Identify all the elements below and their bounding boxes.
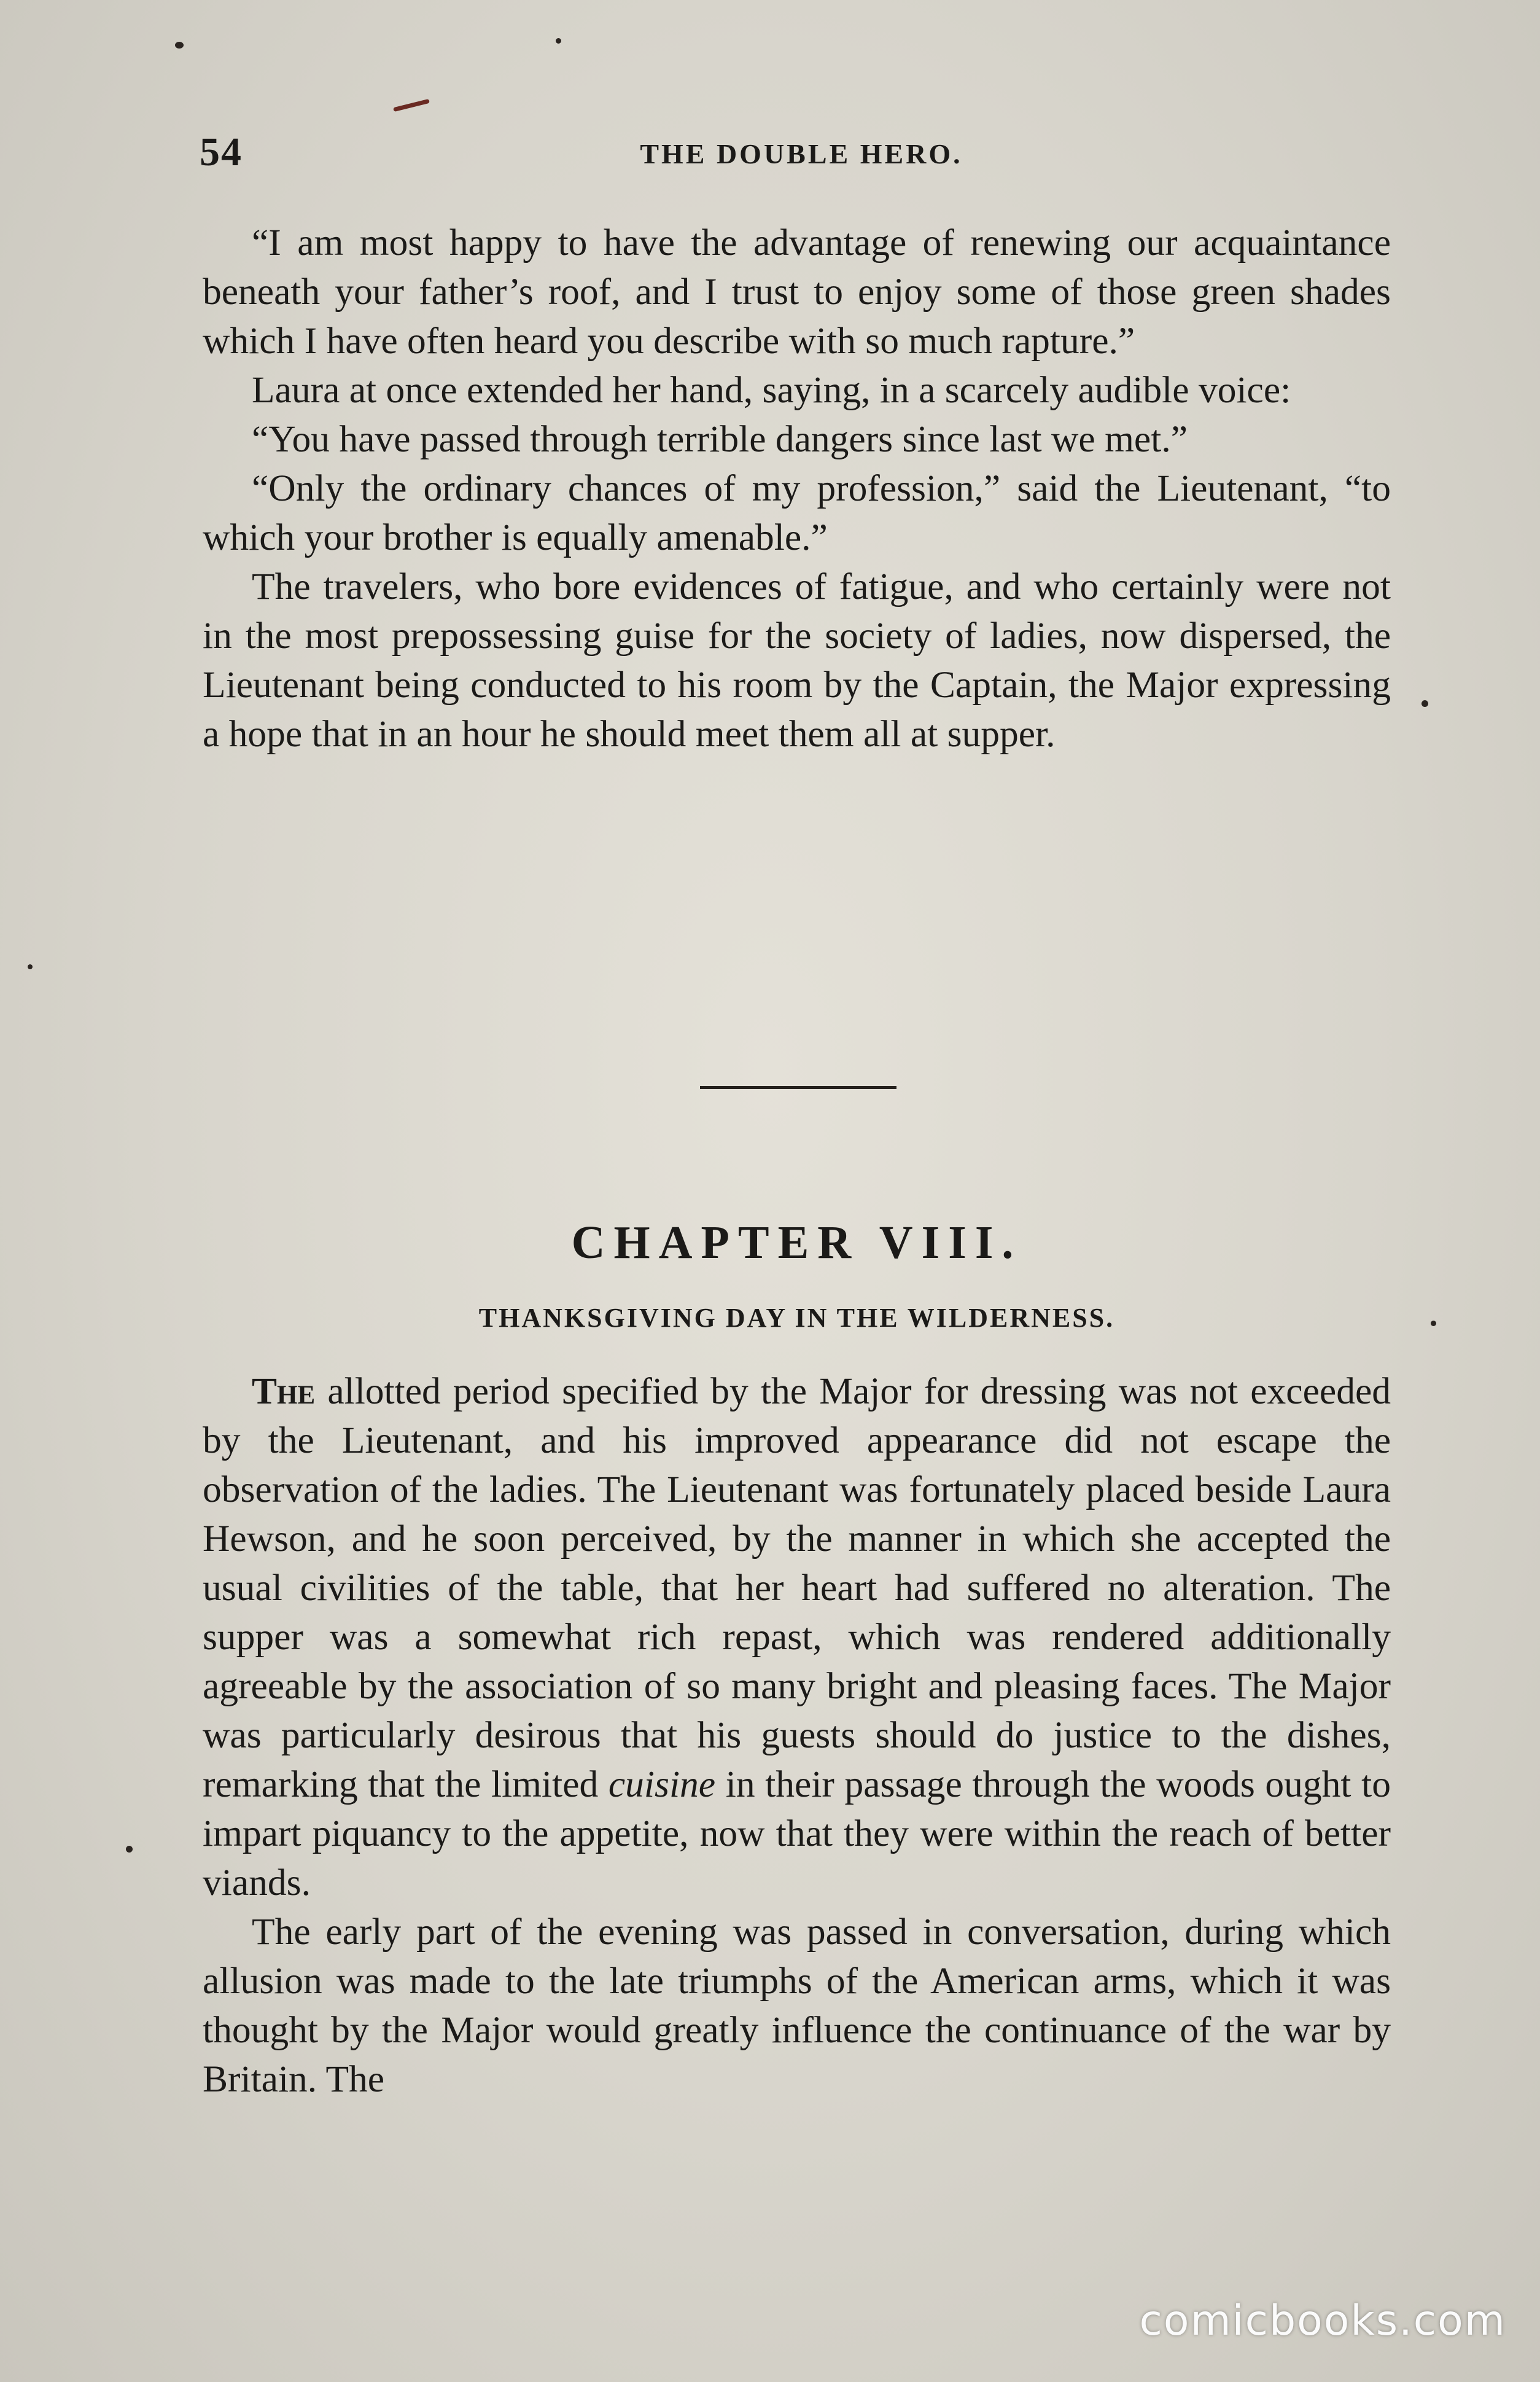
section-divider-rule xyxy=(700,1086,896,1089)
paragraph: The early part of the evening was passed in conversation, during which allusion was made to the late triumphs of the American arms, which it was thought by the Major would greatly influence the continuance of the war by Britain. The xyxy=(203,1911,1391,2100)
paragraph: “I am most happy to have the advantage of renewing our acquaintance beneath your father’s roof, and I trust to enjoy some of those green shades which I have often heard you describe with so much rapture.” xyxy=(203,222,1391,362)
ink-speck xyxy=(1431,1321,1436,1326)
italic-word: cuisine xyxy=(608,1763,716,1805)
site-watermark: comicbooks.com xyxy=(1139,2297,1506,2345)
chapter-title: CHAPTER VIII. xyxy=(571,1217,1022,1268)
chapter-subtitle: THANKSGIVING DAY IN THE WILDERNESS. xyxy=(478,1303,1115,1333)
ink-speck xyxy=(28,964,33,969)
paragraph: The travelers, who bore evidences of fatigue, and who certainly were not in the most prepossessing guise for the society of ladies, now dispersed, the Lieutenant being conducted to his room by the Captain, the Major expressing a hope that in an hour he should meet them all at supper. xyxy=(203,566,1391,755)
paragraph: Laura at once extended her hand, saying, in a scarcely audible voice: xyxy=(252,369,1291,411)
paragraph xyxy=(203,1367,1391,1907)
running-title: THE DOUBLE HERO. xyxy=(640,138,963,170)
paragraph: “Only the ordinary chances of my profession,” said the Lieutenant, “to which your brother is equally amenable.” xyxy=(203,467,1391,558)
page-number: 54 xyxy=(200,130,243,174)
ink-speck xyxy=(393,99,430,112)
text-block-before-chapter xyxy=(203,218,1391,759)
lead-word-small-caps: The xyxy=(252,1370,316,1412)
paragraph: “You have passed through terrible dangers since last we met.” xyxy=(252,418,1188,460)
ink-speck xyxy=(126,1846,133,1853)
paragraph-text: allotted period specified by the Major for dressing was not exceeded by the Lieutenant, and his improved appearance did not escape the observation of the ladies. The Lieutenant was fortunately placed beside Laura Hewson, and he soon perceived, by the manner in which she accepted the usual civilities of the table, that her heart had suffered no alteration. The supper was a somewhat rich repast, which was rendered additionally agreeable by the association of so many bright and pleasing faces. The Major was particularly desirous that his guests should do justice to the dishes, remarking that the limited xyxy=(203,1370,1391,1805)
text-block-chapter-opening xyxy=(203,1367,1391,2104)
paragraph-text: in their passage through the woods ought to impart piquancy to the appetite, now that they were within the reach of better viands. xyxy=(203,1763,1391,1904)
ink-speck xyxy=(1421,700,1428,707)
ink-speck xyxy=(556,38,561,44)
page-header xyxy=(200,129,1403,184)
ink-speck xyxy=(175,42,184,49)
